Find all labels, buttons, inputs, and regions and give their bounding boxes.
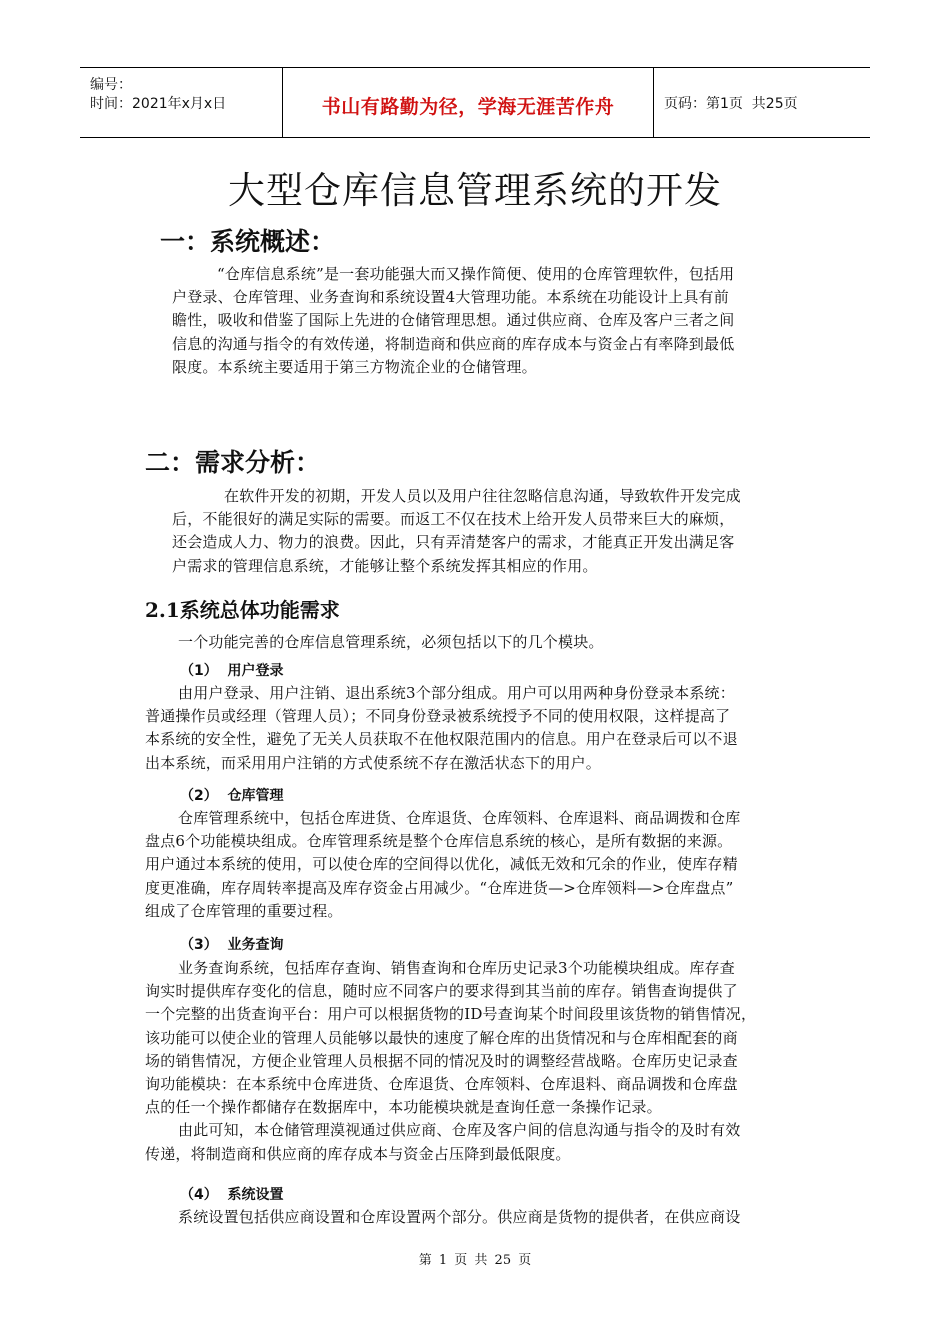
text-line: 信息的沟通与指令的有效传递，将制造商和供应商的库存成本与资金占有率降到最低 [172,334,735,353]
header-meta-cell [80,68,283,137]
page-footer: 第 1 页 共 25 页 [418,1253,532,1268]
text-line: 用户通过本系统的使用，可以使仓库的空间得以优化，减低无效和冗余的作业，使库存精 [145,855,738,874]
text-line: 仓库管理系统中，包括仓库进货、仓库退货、仓库领料、仓库退料、商品调拨和仓库 [178,809,741,827]
text-line: 度更准确，库存周转率提高及库存资金占用减少。“仓库进货—>仓库领料—>仓库盘点” [145,878,734,897]
module-heading-query: （3） 业务查询 [180,937,284,953]
text-line: 一个完整的出货查询平台：用户可以根据货物的ID号查询某个时间段里该货物的销售情况， [145,1005,757,1024]
page-title: 大型仓库信息管理系统的开发 [228,169,722,212]
intro-line: 一个功能完善的仓库信息管理系统，必须包括以下的几个模块。 [178,633,604,651]
text-line: 还会造成人力、物力的浪费。因此，只有弄清楚客户的需求，才能真正开发出满足客 [172,533,735,552]
query-paragraph [145,957,756,1166]
text-line: 普通操作员或经理（管理人员）；不同身份登录被系统授予不同的使用权限，这样提高了 [145,707,731,726]
text-line: 询实时提供库存变化的信息，随时应不同客户的要求得到其当前的库存。销售查询提供了 [145,982,738,1001]
text-line: 户登录、仓库管理、业务查询和系统设置4大管理功能。本系统在功能设计上具有前 [172,288,729,307]
text-line: 该功能可以使企业的管理人员能够以最快的速度了解仓库的出货情况和与仓库相配套的商 [145,1028,738,1047]
text-line: “仓库信息系统”是一套功能强大而又操作简便、使用的仓库管理软件，包括用 [217,265,735,283]
header-motto-cell [283,68,654,137]
module-heading-login: （1） 用户登录 [180,663,284,679]
text-line: 询功能模块：在本系统中仓库进货、仓库退货、仓库领料、仓库退料、商品调拨和仓库盘 [145,1075,738,1094]
text-line: 业务查询系统，包括库存查询、销售查询和仓库历史记录3个功能模块组成。库存查 [178,959,735,977]
text-line: 瞻性，吸收和借鉴了国际上先进的仓储管理思想。通过供应商、仓库及客户三者之间 [172,311,735,330]
text-line: 出本系统，而采用用户注销的方式使系统不存在激活状态下的用户。 [145,753,602,772]
subsection-heading: 2.1系统总体功能需求 [145,598,340,622]
time-label: 时间：2021年x月x日 [90,96,227,112]
warehouse-paragraph [145,807,740,923]
document-header [80,67,870,138]
text-line: 后，不能很好的满足实际的需要。而返工不仅在技术上给开发人员带来巨大的麻烦， [172,510,735,529]
header-page-cell [654,68,870,137]
overview-paragraph [172,263,734,379]
requirements-paragraph [172,485,741,578]
text-line: 组成了仓库管理的重要过程。 [145,901,343,920]
motto: 书山有路勤为径，学海无涯苦作舟 [321,96,615,118]
text-line: 点的任一个操作都储存在数据库中，本功能模块就是查询任意一条操作记录。 [145,1098,662,1117]
text-line: 由用户登录、用户注销、退出系统3个部分组成。用户可以用两种身份登录本系统： [178,684,735,702]
text-line: 户需求的管理信息系统，才能够让整个系统发挥其相应的作用。 [172,556,598,575]
text-line: 在软件开发的初期，开发人员以及用户往往忽略信息沟通，导致软件开发完成 [224,487,741,505]
text-line: 系统设置包括供应商设置和仓库设置两个部分。供应商是货物的提供者，在供应商设 [178,1208,741,1226]
text-line: 盘点6个功能模块组成。仓库管理系统是整个仓库信息系统的核心，是所有数据的来源。 [145,832,733,851]
code-label: 编号： [90,77,132,93]
text-line: 传递，将制造商和供应商的库存成本与资金占压降到最低限度。 [145,1144,571,1163]
module-heading-warehouse: （2） 仓库管理 [180,788,284,804]
module-heading-settings: （4） 系统设置 [180,1187,284,1203]
login-paragraph [145,682,738,775]
section-heading-requirements: 二：需求分析： [145,448,321,477]
page-label: 页码：第1页 共25页 [664,96,798,112]
text-line: 场的销售情况，方便企业管理人员根据不同的情况及时的调整经营战略。仓库历史记录查 [145,1051,738,1070]
section-heading-overview: 一：系统概述： [160,227,336,256]
settings-paragraph [145,1206,740,1229]
text-line: 由此可知，本仓储管理漠视通过供应商、仓库及客户间的信息沟通与指令的及时有效 [178,1121,741,1140]
text-line: 限度。本系统主要适用于第三方物流企业的仓储管理。 [172,357,537,376]
text-line: 本系统的安全性，避免了无关人员获取不在他权限范围内的信息。用户在登录后可以不退 [145,730,738,749]
